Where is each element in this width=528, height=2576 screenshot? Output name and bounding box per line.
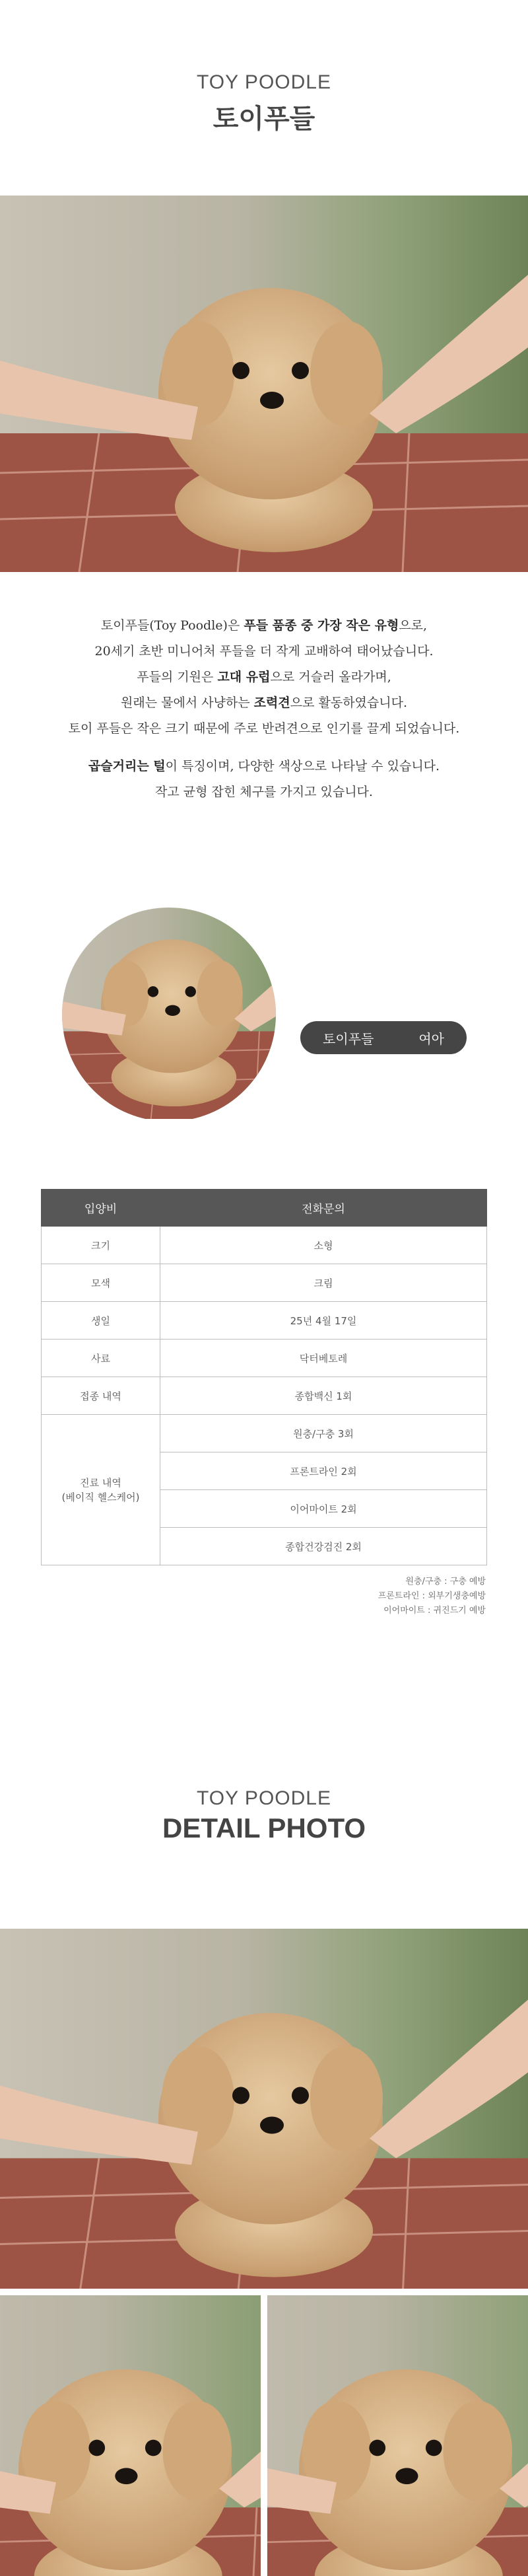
table-header-row bbox=[42, 1190, 487, 1227]
row-value: 크림 bbox=[160, 1264, 487, 1302]
treatment-value: 프론트라인 2회 bbox=[160, 1452, 487, 1490]
row-label: 모색 bbox=[42, 1264, 160, 1302]
description-emphasis: 푸들 품종 중 가장 작은 유형 bbox=[244, 618, 399, 633]
footnote-line: 이어마이트 : 귀진드기 예방 bbox=[383, 1606, 486, 1616]
sex-label: 여아 bbox=[418, 1030, 444, 1047]
table-head-value: 전화문의 bbox=[160, 1190, 487, 1227]
table-head-label: 입양비 bbox=[42, 1190, 160, 1227]
row-value: 종합백신 1회 bbox=[160, 1377, 487, 1415]
breed-label: 토이푸들 bbox=[323, 1030, 374, 1047]
table-row bbox=[42, 1264, 487, 1302]
page-title: 토이푸들 bbox=[213, 104, 315, 133]
description-line: 곱슬거리는 털이 특징이며, 다양한 색상으로 나타날 수 있습니다. bbox=[88, 759, 440, 773]
description-emphasis: 곱슬거리는 털 bbox=[88, 759, 166, 773]
header-eyebrow: TOY POODLE bbox=[197, 71, 331, 93]
description-line: 20세기 초반 미니어처 푸들을 더 작게 교배하여 태어났습니다. bbox=[94, 644, 434, 659]
description-line bbox=[0, 742, 528, 754]
table-row bbox=[42, 1415, 487, 1452]
main-photo bbox=[0, 196, 528, 572]
treatment-value: 종합건강검진 2회 bbox=[160, 1528, 487, 1565]
treatment-label: 진료 내역 (베이직 헬스케어) bbox=[42, 1415, 160, 1565]
info-table bbox=[41, 1189, 487, 1565]
treatment-value: 원충/구충 3회 bbox=[160, 1415, 487, 1452]
profile-photo bbox=[62, 908, 276, 1122]
detail-photo-1 bbox=[0, 1929, 528, 2289]
description-line: 토이 푸들은 작은 크기 때문에 주로 반려견으로 인기를 끌게 되었습니다. bbox=[68, 721, 460, 736]
detail-title: DETAIL PHOTO bbox=[162, 1812, 366, 1843]
detail-photo-2 bbox=[0, 2295, 261, 2576]
row-label: 접종 내역 bbox=[42, 1377, 160, 1415]
description-line: 푸들의 기원은 고대 유럽으로 거슬러 올라가며, bbox=[137, 670, 391, 684]
row-label: 사료 bbox=[42, 1340, 160, 1377]
breed-description bbox=[0, 613, 528, 805]
table-row bbox=[42, 1340, 487, 1377]
detail-header bbox=[0, 1787, 528, 1844]
row-value: 소형 bbox=[160, 1227, 487, 1264]
description-line: 토이푸들(Toy Poodle)은 푸들 품종 중 가장 작은 유형으로, bbox=[100, 618, 428, 633]
detail-eyebrow: TOY POODLE bbox=[197, 1787, 331, 1809]
header bbox=[0, 71, 528, 135]
detail-photo-3 bbox=[267, 2295, 528, 2576]
row-value: 닥터베토레 bbox=[160, 1340, 487, 1377]
footnote-line: 프론트라인 : 외부기생충예방 bbox=[378, 1591, 486, 1601]
name-pill bbox=[300, 1021, 467, 1054]
description-line: 원래는 물에서 사냥하는 조력견으로 활동하였습니다. bbox=[121, 696, 407, 710]
description-line: 작고 균형 잡힌 체구를 가지고 있습니다. bbox=[155, 785, 373, 799]
table-row bbox=[42, 1227, 487, 1264]
footnote-line: 원충/구충 : 구충 예방 bbox=[405, 1577, 486, 1587]
footnotes bbox=[378, 1575, 486, 1618]
treatment-value: 이어마이트 2회 bbox=[160, 1490, 487, 1528]
row-label: 크기 bbox=[42, 1227, 160, 1264]
table-row bbox=[42, 1377, 487, 1415]
description-emphasis: 조력견 bbox=[253, 696, 290, 710]
description-emphasis: 고대 유럽 bbox=[217, 670, 271, 684]
table-row bbox=[42, 1302, 487, 1340]
row-value: 25년 4월 17일 bbox=[160, 1302, 487, 1340]
row-label: 생일 bbox=[42, 1302, 160, 1340]
